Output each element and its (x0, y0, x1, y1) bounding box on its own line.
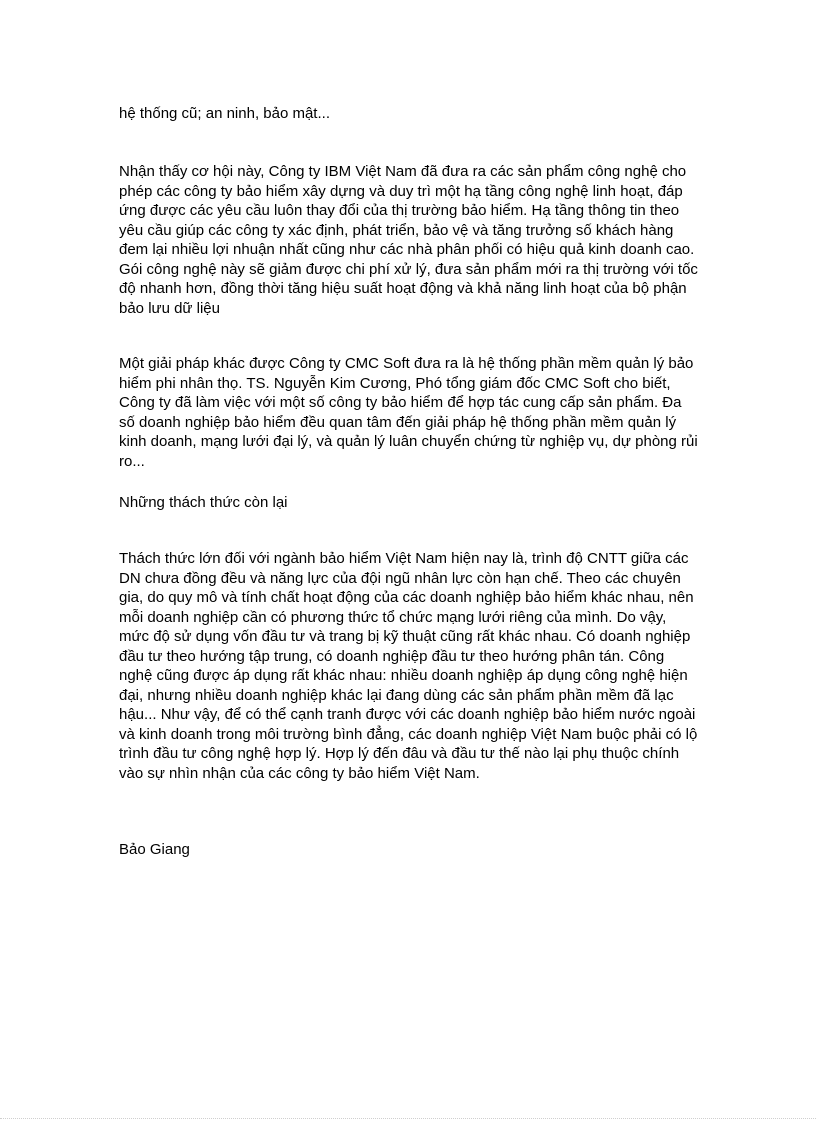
paragraph-intro-continuation: hệ thống cũ; an ninh, bảo mật... (119, 105, 330, 122)
paragraph-ibm-solution: Nhận thấy cơ hội này, Công ty IBM Việt Nam đã đưa ra các sản phẩm công nghệ cho phép các công ty bảo hiểm xây dựng và duy trì một hạ tầng công nghệ linh hoạt, đáp ứng được các yêu cầu luôn thay đổi của thị trường bảo hiểm. Hạ tầng thông tin theo yêu cầu giúp các công ty xác định, phát triển, bảo vệ và tăng trưởng số khách hàng đem lại nhiều lợi nhuận nhất cũng như các nhà phân phối có hiệu quả kinh doanh cao. Gói công nghệ này sẽ giảm được chi phí xử lý, đưa sản phẩm mới ra thị trường với tốc độ nhanh hơn, đồng thời tăng hiệu suất hoạt động và khả năng linh hoạt của bộ phận bảo lưu dữ liệu (119, 163, 698, 317)
paragraph-challenges: Thách thức lớn đối với ngành bảo hiểm Việt Nam hiện nay là, trình độ CNTT giữa các DN chưa đồng đều và năng lực của đội ngũ nhân lực còn hạn chế. Theo các chuyên gia, do quy mô và tính chất hoạt động của các doanh nghiệp bảo hiểm khác nhau, nên mỗi doanh nghiệp cần có phương thức tổ chức mạng lưới riêng của mình. Do vậy, mức độ sử dụng vốn đầu tư và trang bị kỹ thuật cũng rất khác nhau. Có doanh nghiệp đầu tư theo hướng tập trung, có doanh nghiệp đầu tư theo hướng phân tán. Công nghệ cũng được áp dụng rất khác nhau: nhiều doanh nghiệp áp dụng công nghệ hiện đại, nhưng nhiều doanh nghiệp khác lại đang dùng các sản phẩm phần mềm đã lạc hậu... Như vậy, để có thể cạnh tranh được với các doanh nghiệp bảo hiểm nước ngoài và kinh doanh trong môi trường bình đẳng, các doanh nghiệp Việt Nam buộc phải có lộ trình đầu tư công nghệ hợp lý. Hợp lý đến đâu và đầu tư thế nào lại phụ thuộc chính vào sự nhìn nhận của các công ty bảo hiểm Việt Nam. (119, 550, 698, 782)
page-bottom-divider (0, 1117, 816, 1119)
paragraph-cmc-solution: Một giải pháp khác được Công ty CMC Soft đưa ra là hệ thống phần mềm quản lý bảo hiểm phi nhân thọ. TS. Nguyễn Kim Cương, Phó tổng giám đốc CMC Soft cho biết, Công ty đã làm việc với một số công ty bảo hiểm để hợp tác cung cấp sản phẩm. Đa số doanh nghiệp bảo hiểm đều quan tâm đến giải pháp hệ thống phần mềm quản lý kinh doanh, mạng lưới đại lý, và quản lý luân chuyển chứng từ nghiệp vụ, dự phòng rủi ro... (119, 355, 698, 470)
author-signature: Bảo Giang (119, 841, 190, 858)
section-heading-challenges: Những thách thức còn lại (119, 494, 288, 511)
